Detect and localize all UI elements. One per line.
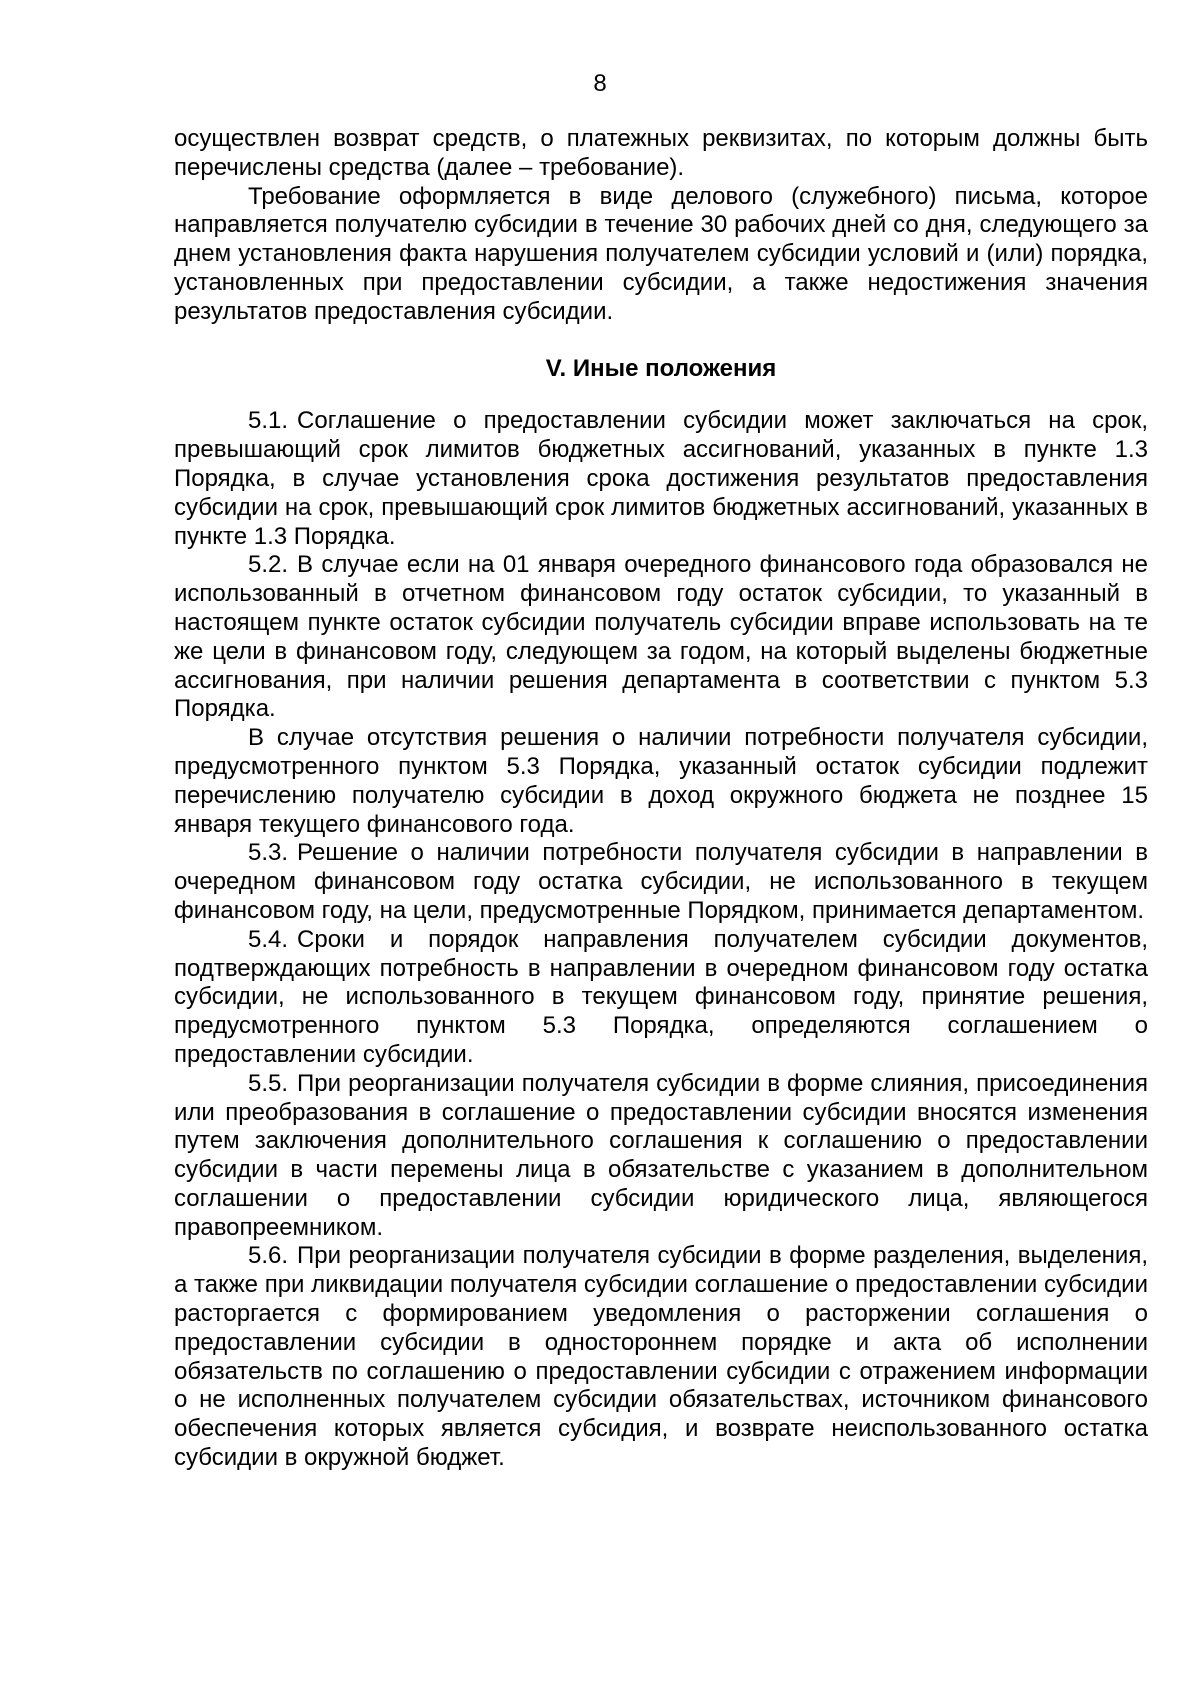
- item-number: 5.1.: [248, 407, 289, 435]
- item-text: При реорганизации получателя субсидии в форме слияния, присоединения или преобразования в соглашение о предоставлении субсидии вносятся изменения путем заключения дополнительного соглашения к соглашению о предоставлении субсидии в части перемены лица в обязательстве с указанием в дополнительном соглашении о предоставлении субсидии юридического лица, являющегося правопреемником.: [174, 1069, 1148, 1241]
- item-text: Сроки и порядок направления получателем субсидии документов, подтверждающих потребность в направлении в очередном финансовом году остатка субсидии, не использованного в текущем финансовом году, принятие решения, предусмотренного пунктом 5.3 Порядка, определяются соглашением о предоставлении субсидии.: [174, 925, 1148, 1068]
- paragraph-5-2-cont: [174, 724, 1148, 839]
- paragraph-requirement: Требование оформляется в виде делового (служебного) письма, которое направляется получателю субсидии в течение 30 рабочих дней со дня, следующего за днем установления факта нарушения получателем субсидии условий и (или) порядка, установленных при предоставлении субсидии, а также недостижения значения результатов предоставления субсидии.: [174, 182, 1148, 325]
- paragraph-5-6: [174, 1242, 1148, 1472]
- item-text: Решение о наличии потребности получателя субсидии в направлении в очередном финансовом году остатка субсидии, не использованного в текущем финансовом году, на цели, предусмотренные Порядком, принимается департаментом.: [174, 839, 1148, 924]
- paragraph-5-4: [174, 926, 1148, 1070]
- paragraph-continuation: осуществлен возврат средств, о платежных реквизитах, по которым должны быть перечислены средства (далее – требование).: [174, 125, 1148, 181]
- paragraph-5-3: [174, 839, 1148, 925]
- paragraph-5-1: [174, 407, 1148, 551]
- paragraph-5-5: [174, 1070, 1148, 1243]
- item-number: 5.2.: [248, 551, 289, 579]
- item-number: 5.4.: [248, 925, 289, 953]
- paragraph-5-2: [174, 551, 1148, 724]
- document-body: [174, 125, 1148, 1473]
- item-number: 5.3.: [248, 839, 289, 867]
- item-text: При реорганизации получателя субсидии в форме разделения, выделения, а также при ликвидации получателя субсидии соглашение о предоставлении субсидии расторгается с формированием уведомления о расторжении соглашения о предоставлении субсидии в одностороннем порядке и акта об исполнении обязательств по соглашению о предоставлении субсидии с отражением информации о не исполненных получателем субсидии обязательствах, источником финансового обеспечения которых является субсидия, и возврате неиспользованного остатка субсидии в окружной бюджет.: [174, 1242, 1148, 1472]
- page-number: 8: [593, 70, 607, 97]
- section-heading: V. Иные положения: [545, 354, 777, 382]
- item-number: 5.6.: [248, 1242, 289, 1270]
- item-number: 5.5.: [248, 1069, 289, 1097]
- item-text: В случае если на 01 января очередного финансового года образовался не использованный в отчетном финансовом году остаток субсидии, то указанный в настоящем пункте остаток субсидии получатель субсидии вправе использовать на те же цели в финансовом году, следующем за годом, на который выделены бюджетные ассигнования, при наличии решения департамента в соответствии с пунктом 5.3 Порядка.: [174, 551, 1148, 723]
- item-text: Соглашение о предоставлении субсидии может заключаться на срок, превышающий срок лимитов бюджетных ассигнований, указанных в пункте 1.3 Порядка, в случае установления срока достижения результатов предоставления субсидии на срок, превышающий срок лимитов бюджетных ассигнований, указанных в пункте 1.3 Порядка.: [174, 407, 1148, 550]
- item-text: В случае отсутствия решения о наличии потребности получателя субсидии, предусмотренного пунктом 5.3 Порядка, указанный остаток субсидии подлежит перечислению получателю субсидии в доход окружного бюджета не позднее 15 января текущего финансового года.: [174, 724, 1148, 838]
